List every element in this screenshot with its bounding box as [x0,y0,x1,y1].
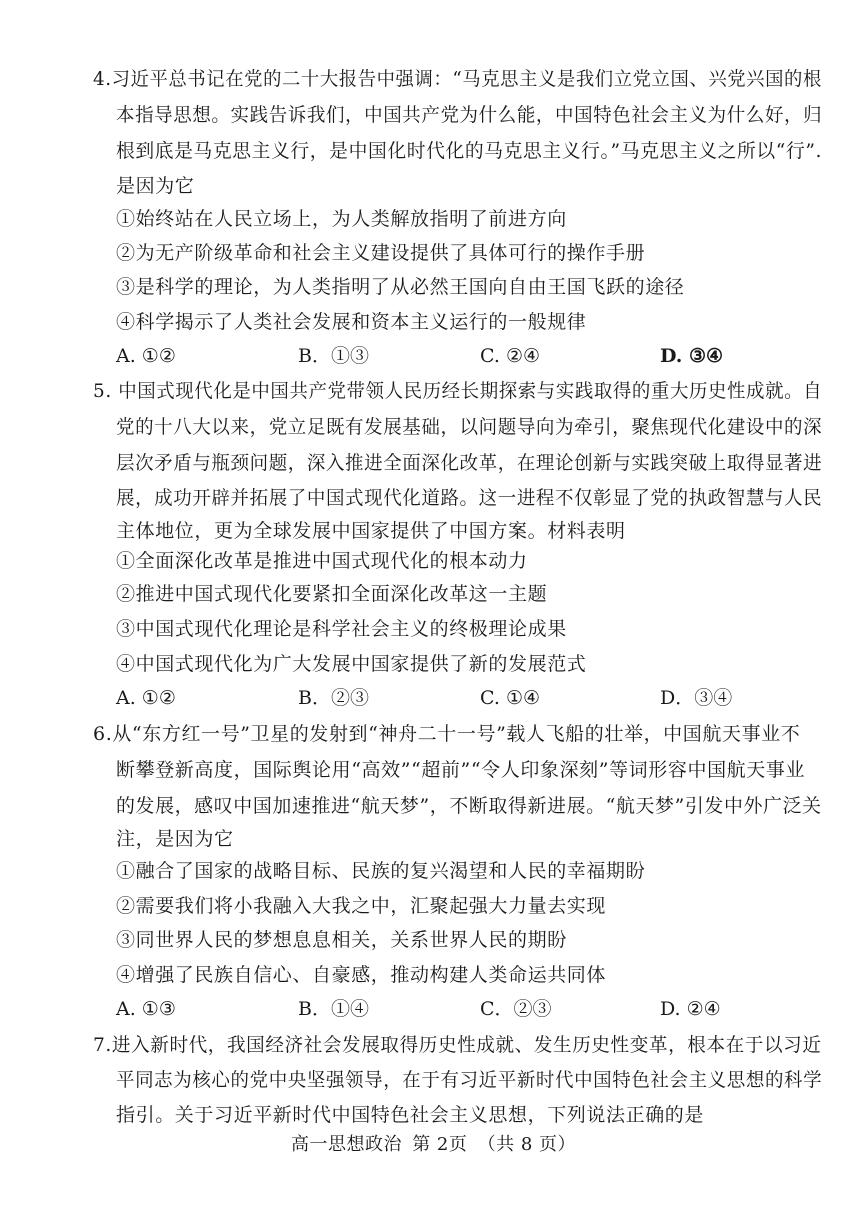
question-4-line-1: 4.习近平总书记在党的二十大报告中强调：“马克思主义是我们立党立国、兴党兴国的根 [93,68,822,90]
footer-subject: 高一思想政治 [290,1134,402,1155]
option-a: A. ①② [116,687,176,709]
question-6-options [116,995,816,1023]
page-footer [0,1131,867,1159]
question-5-statement-2: ②推进中国式现代化要紧扣全面深化改革这一主题 [116,583,548,605]
question-5-line-3: 层次矛盾与瓶颈问题，深入推进全面深化改革，在理论创新与实践突破上取得显著进 [116,452,823,474]
question-4-statement-3: ③是科学的理论，为人类指明了从必然王国向自由王国飞跃的途径 [116,276,685,298]
footer-page-number: 第 2页 [412,1134,468,1155]
option-c: C. ①④ [480,687,541,709]
question-7-line-1: 7.进入新时代，我国经济社会发展取得历史性成就、发生历史性变革，根本在于以习近 [93,1034,822,1056]
option-c: C. ②④ [480,345,541,367]
question-5-line-4: 展，成功开辟并拓展了中国式现代化道路。这一进程不仅彰显了党的执政智慧与人民 [116,487,823,509]
option-d: D．③④ [660,687,733,709]
question-6-statement-2: ②需要我们将小我融入大我之中，汇聚起强大力量去实现 [116,895,607,917]
question-4-line-2: 本指导思想。实践告诉我们，中国共产党为什么能，中国特色社会主义为什么好，归 [116,104,823,126]
option-c: C．②③ [480,998,552,1020]
question-6-statement-4: ④增强了民族自信心、自豪感，推动构建人类命运共同体 [116,964,607,986]
question-5-statement-4: ④中国式现代化为广大发展中国家提供了新的发展范式 [116,653,587,675]
option-a: A. ①② [116,345,176,367]
question-4-options [116,342,816,370]
question-5-options [116,684,816,712]
question-4-line-3: 根到底是马克思主义行，是中国化时代化的马克思主义行。”马克思主义之所以“行”. [116,140,823,162]
option-a: A. ①③ [116,998,176,1020]
question-5-line-2: 党的十八大以来，党立足既有发展基础，以问题导向为牵引，聚焦现代化建设中的深 [116,416,823,438]
question-5-line-5: 主体地位，更为全球发展中国家提供了中国方案。材料表明 [116,520,626,542]
question-4-statement-1: ①始终站在人民立场上，为人类解放指明了前进方向 [116,208,567,230]
footer-total-pages: （共 8 页） [477,1134,577,1155]
question-5-line-1: 5. 中国式现代化是中国共产党带领人民历经长期探索与实践取得的重大历史性成就。自 [93,380,823,402]
question-4-statement-4: ④科学揭示了人类社会发展和资本主义运行的一般规律 [116,311,587,333]
option-b: B．①③ [298,345,369,367]
question-6-line-4: 注，是因为它 [116,828,234,850]
question-6-statement-1: ①融合了国家的战略目标、民族的复兴渴望和人民的幸福期盼 [116,860,646,882]
question-4-line-4: 是因为它 [116,175,195,197]
question-6-line-3: 的发展，感叹中国加速推进“航天梦”，不断取得新进展。“航天梦”引发中外广泛关 [116,795,822,817]
option-b: B．①④ [298,998,369,1020]
question-6-statement-3: ③同世界人民的梦想息息相关，关系世界人民的期盼 [116,929,567,951]
question-7-line-3: 指引。关于习近平新时代中国特色社会主义思想，下列说法正确的是 [116,1104,705,1126]
question-5-statement-3: ③中国式现代化理论是科学社会主义的终极理论成果 [116,618,567,640]
question-7-line-2: 平同志为核心的党中央坚强领导，在于有习近平新时代中国特色社会主义思想的科学 [116,1069,823,1091]
question-5-statement-1: ①全面深化改革是推进中国式现代化的根本动力 [116,550,528,572]
option-d: D. ③④ [660,345,724,367]
question-6-line-2: 断攀登新高度，国际舆论用“高效”“超前”“令人印象深刻”等词形容中国航天事业 [116,759,806,781]
question-4-statement-2: ②为无产阶级革命和社会主义建设提供了具体可行的操作手册 [116,242,646,264]
option-b: B．②③ [298,687,369,709]
option-d: D. ②④ [660,998,721,1020]
question-6-line-1: 6.从“东方红一号”卫星的发射到“神舟二十一号”载人飞船的壮举，中国航天事业不 [93,723,801,745]
